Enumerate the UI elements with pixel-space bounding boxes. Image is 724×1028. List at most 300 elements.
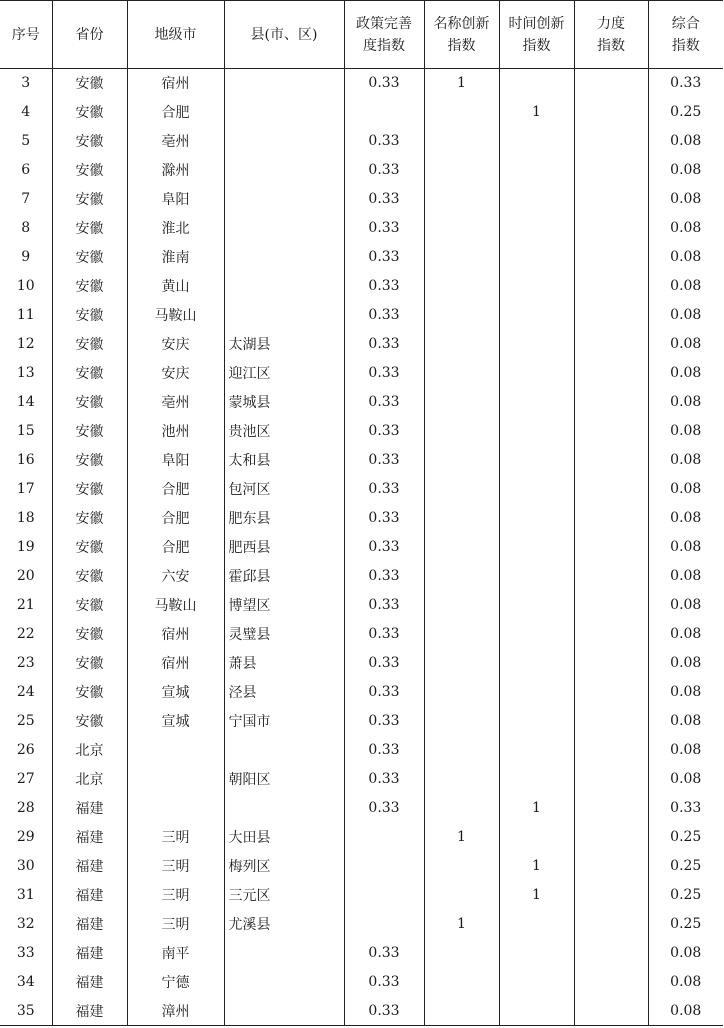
cell-time-innovation-index — [499, 736, 574, 765]
table-row — [0, 533, 723, 562]
cell-time-innovation-index: 1 — [499, 794, 574, 823]
cell-strength-index — [574, 997, 648, 1026]
cell-province: 安徽 — [52, 185, 127, 214]
cell-county: 宁国市 — [224, 707, 344, 736]
cell-strength-index — [574, 533, 648, 562]
cell-strength-index — [574, 69, 648, 98]
table-row — [0, 649, 723, 678]
table-row — [0, 939, 723, 968]
cell-seq: 14 — [16, 394, 35, 410]
cell-city: 三明 — [127, 823, 224, 852]
cell-policy-index: 0.33 — [344, 620, 424, 649]
cell-name-innovation-index — [424, 620, 499, 649]
cell-seq: 32 — [16, 916, 35, 932]
cell-province: 安徽 — [52, 69, 127, 98]
cell-composite-index: 0.08 — [648, 475, 723, 504]
cell-policy-index: 0.33 — [344, 243, 424, 272]
cell-county — [224, 794, 344, 823]
cell-composite-index: 0.08 — [648, 359, 723, 388]
table-row — [0, 591, 723, 620]
cell-composite-index: 0.08 — [648, 272, 723, 301]
cell-strength-index — [574, 765, 648, 794]
cell-county — [224, 243, 344, 272]
cell-policy-index: 0.33 — [344, 330, 424, 359]
cell-time-innovation-index: 1 — [499, 852, 574, 881]
cell-strength-index — [574, 214, 648, 243]
cell-province: 福建 — [52, 823, 127, 852]
cell-province: 安徽 — [52, 214, 127, 243]
cell-city: 漳州 — [127, 997, 224, 1026]
cell-strength-index — [574, 968, 648, 997]
table-row — [0, 881, 723, 910]
cell-name-innovation-index — [424, 707, 499, 736]
cell-county — [224, 968, 344, 997]
cell-city: 淮北 — [127, 214, 224, 243]
cell-time-innovation-index — [499, 214, 574, 243]
cell-city: 合肥 — [127, 98, 224, 127]
cell-county: 贵池区 — [224, 417, 344, 446]
table-row — [0, 736, 723, 765]
table-row — [0, 910, 723, 939]
cell-city: 宿州 — [127, 649, 224, 678]
table-row — [0, 997, 723, 1026]
cell-name-innovation-index — [424, 939, 499, 968]
cell-composite-index: 0.25 — [648, 98, 723, 127]
cell-composite-index: 0.25 — [648, 910, 723, 939]
cell-time-innovation-index — [499, 707, 574, 736]
cell-policy-index: 0.33 — [344, 794, 424, 823]
cell-policy-index: 0.33 — [344, 678, 424, 707]
cell-name-innovation-index — [424, 649, 499, 678]
cell-name-innovation-index — [424, 417, 499, 446]
cell-province: 福建 — [52, 939, 127, 968]
cell-county — [224, 272, 344, 301]
cell-county — [224, 98, 344, 127]
cell-seq: 16 — [16, 452, 35, 468]
cell-name-innovation-index: 1 — [424, 823, 499, 852]
cell-time-innovation-index — [499, 388, 574, 417]
table-row — [0, 243, 723, 272]
cell-county: 太湖县 — [224, 330, 344, 359]
cell-county: 灵璧县 — [224, 620, 344, 649]
cell-composite-index: 0.08 — [648, 301, 723, 330]
cell-policy-index: 0.33 — [344, 475, 424, 504]
cell-province: 安徽 — [52, 359, 127, 388]
cell-composite-index: 0.08 — [648, 417, 723, 446]
cell-county: 霍邱县 — [224, 562, 344, 591]
table-row — [0, 272, 723, 301]
cell-strength-index — [574, 620, 648, 649]
cell-county — [224, 301, 344, 330]
cell-city: 三明 — [127, 852, 224, 881]
cell-city: 黄山 — [127, 272, 224, 301]
table-row — [0, 359, 723, 388]
header-province: 省份 — [52, 1, 127, 69]
cell-name-innovation-index: 1 — [424, 69, 499, 98]
cell-composite-index: 0.08 — [648, 678, 723, 707]
cell-composite-index: 0.25 — [648, 823, 723, 852]
cell-name-innovation-index — [424, 533, 499, 562]
header-county: 县(市、区) — [224, 1, 344, 69]
cell-city: 安庆 — [127, 359, 224, 388]
cell-city: 南平 — [127, 939, 224, 968]
table-row — [0, 707, 723, 736]
cell-composite-index: 0.08 — [648, 330, 723, 359]
cell-name-innovation-index — [424, 591, 499, 620]
cell-policy-index: 0.33 — [344, 591, 424, 620]
cell-province: 安徽 — [52, 504, 127, 533]
cell-composite-index: 0.25 — [648, 852, 723, 881]
cell-policy-index: 0.33 — [344, 533, 424, 562]
cell-time-innovation-index — [499, 533, 574, 562]
cell-seq: 26 — [16, 742, 35, 758]
cell-county: 博望区 — [224, 591, 344, 620]
cell-name-innovation-index — [424, 330, 499, 359]
cell-strength-index — [574, 243, 648, 272]
header-composite-index: 综合 指数 — [648, 1, 723, 69]
cell-time-innovation-index — [499, 678, 574, 707]
cell-time-innovation-index — [499, 504, 574, 533]
cell-policy-index: 0.33 — [344, 301, 424, 330]
cell-name-innovation-index — [424, 388, 499, 417]
cell-province: 安徽 — [52, 678, 127, 707]
cell-policy-index: 0.33 — [344, 214, 424, 243]
cell-composite-index: 0.08 — [648, 156, 723, 185]
cell-province: 安徽 — [52, 475, 127, 504]
cell-seq: 25 — [16, 713, 35, 729]
table-row — [0, 968, 723, 997]
table-row — [0, 794, 723, 823]
cell-time-innovation-index — [499, 765, 574, 794]
cell-county — [224, 997, 344, 1026]
cell-province: 安徽 — [52, 562, 127, 591]
cell-time-innovation-index — [499, 475, 574, 504]
cell-composite-index: 0.08 — [648, 620, 723, 649]
cell-composite-index: 0.08 — [648, 214, 723, 243]
cell-time-innovation-index — [499, 330, 574, 359]
cell-composite-index: 0.08 — [648, 243, 723, 272]
cell-name-innovation-index — [424, 997, 499, 1026]
cell-name-innovation-index — [424, 301, 499, 330]
cell-strength-index — [574, 475, 648, 504]
cell-province: 安徽 — [52, 272, 127, 301]
cell-province: 安徽 — [52, 127, 127, 156]
cell-policy-index: 0.33 — [344, 156, 424, 185]
cell-composite-index: 0.08 — [648, 707, 723, 736]
cell-strength-index — [574, 736, 648, 765]
cell-name-innovation-index — [424, 852, 499, 881]
cell-policy-index: 0.33 — [344, 736, 424, 765]
cell-city: 滁州 — [127, 156, 224, 185]
cell-time-innovation-index — [499, 910, 574, 939]
cell-province: 安徽 — [52, 591, 127, 620]
cell-city — [127, 736, 224, 765]
cell-province: 安徽 — [52, 388, 127, 417]
cell-county — [224, 156, 344, 185]
cell-strength-index — [574, 649, 648, 678]
cell-policy-index: 0.33 — [344, 446, 424, 475]
cell-composite-index: 0.08 — [648, 504, 723, 533]
cell-city: 亳州 — [127, 388, 224, 417]
cell-composite-index: 0.33 — [648, 69, 723, 98]
cell-county: 尤溪县 — [224, 910, 344, 939]
cell-composite-index: 0.08 — [648, 939, 723, 968]
cell-time-innovation-index — [499, 127, 574, 156]
cell-province: 福建 — [52, 997, 127, 1026]
cell-policy-index — [344, 852, 424, 881]
cell-seq: 31 — [16, 887, 35, 903]
cell-time-innovation-index — [499, 562, 574, 591]
cell-seq: 27 — [16, 771, 35, 787]
cell-name-innovation-index — [424, 475, 499, 504]
header-seq: 序号 — [0, 1, 52, 69]
cell-time-innovation-index — [499, 591, 574, 620]
cell-strength-index — [574, 330, 648, 359]
table-row — [0, 678, 723, 707]
table-row — [0, 156, 723, 185]
cell-province: 安徽 — [52, 707, 127, 736]
cell-name-innovation-index — [424, 127, 499, 156]
cell-time-innovation-index — [499, 359, 574, 388]
cell-time-innovation-index — [499, 620, 574, 649]
cell-strength-index — [574, 156, 648, 185]
cell-strength-index — [574, 823, 648, 852]
cell-policy-index: 0.33 — [344, 272, 424, 301]
cell-policy-index: 0.33 — [344, 765, 424, 794]
cell-policy-index: 0.33 — [344, 562, 424, 591]
cell-province: 安徽 — [52, 330, 127, 359]
cell-county: 梅列区 — [224, 852, 344, 881]
cell-seq: 10 — [16, 278, 35, 294]
cell-strength-index — [574, 707, 648, 736]
header-time-innovation-index: 时间创新 指数 — [499, 1, 574, 69]
cell-policy-index — [344, 823, 424, 852]
cell-name-innovation-index — [424, 678, 499, 707]
table-row — [0, 446, 723, 475]
cell-time-innovation-index — [499, 446, 574, 475]
cell-county — [224, 214, 344, 243]
cell-province: 福建 — [52, 910, 127, 939]
cell-time-innovation-index — [499, 301, 574, 330]
cell-seq: 8 — [21, 220, 31, 236]
cell-seq: 23 — [16, 655, 35, 671]
cell-county: 三元区 — [224, 881, 344, 910]
cell-policy-index — [344, 98, 424, 127]
table-row — [0, 475, 723, 504]
cell-seq: 12 — [16, 336, 35, 352]
cell-seq: 29 — [16, 829, 35, 845]
cell-time-innovation-index — [499, 69, 574, 98]
cell-province: 安徽 — [52, 533, 127, 562]
cell-time-innovation-index — [499, 649, 574, 678]
table-row — [0, 214, 723, 243]
cell-seq: 17 — [16, 481, 35, 497]
table-row — [0, 98, 723, 127]
cell-county: 包河区 — [224, 475, 344, 504]
cell-policy-index — [344, 910, 424, 939]
cell-strength-index — [574, 301, 648, 330]
cell-name-innovation-index — [424, 736, 499, 765]
cell-strength-index — [574, 272, 648, 301]
cell-name-innovation-index — [424, 968, 499, 997]
cell-seq: 13 — [16, 365, 35, 381]
cell-seq: 30 — [16, 858, 35, 874]
cell-county: 萧县 — [224, 649, 344, 678]
cell-city: 六安 — [127, 562, 224, 591]
cell-seq: 6 — [21, 162, 31, 178]
cell-time-innovation-index — [499, 156, 574, 185]
cell-city: 宁德 — [127, 968, 224, 997]
cell-county — [224, 69, 344, 98]
cell-strength-index — [574, 185, 648, 214]
table-row — [0, 852, 723, 881]
table-row — [0, 562, 723, 591]
header-policy-index: 政策完善 度指数 — [344, 1, 424, 69]
cell-city: 池州 — [127, 417, 224, 446]
cell-policy-index: 0.33 — [344, 417, 424, 446]
cell-strength-index — [574, 504, 648, 533]
cell-time-innovation-index — [499, 997, 574, 1026]
cell-seq: 5 — [21, 133, 31, 149]
cell-composite-index: 0.08 — [648, 765, 723, 794]
cell-time-innovation-index — [499, 272, 574, 301]
cell-city: 宣城 — [127, 678, 224, 707]
cell-seq: 18 — [16, 510, 35, 526]
cell-policy-index: 0.33 — [344, 185, 424, 214]
cell-province: 安徽 — [52, 417, 127, 446]
cell-seq: 11 — [16, 307, 35, 323]
cell-city: 马鞍山 — [127, 301, 224, 330]
cell-strength-index — [574, 591, 648, 620]
cell-policy-index: 0.33 — [344, 359, 424, 388]
cell-policy-index: 0.33 — [344, 939, 424, 968]
cell-city: 马鞍山 — [127, 591, 224, 620]
cell-strength-index — [574, 359, 648, 388]
cell-seq: 35 — [0, 997, 52, 1026]
cell-province: 福建 — [52, 852, 127, 881]
table-row — [0, 330, 723, 359]
cell-province: 安徽 — [52, 98, 127, 127]
cell-seq: 33 — [16, 945, 35, 961]
cell-composite-index: 0.33 — [648, 794, 723, 823]
cell-composite-index: 0.08 — [648, 649, 723, 678]
cell-province: 安徽 — [52, 620, 127, 649]
cell-city: 安庆 — [127, 330, 224, 359]
cell-name-innovation-index — [424, 243, 499, 272]
cell-strength-index — [574, 881, 648, 910]
cell-city: 宿州 — [127, 620, 224, 649]
table-row — [0, 301, 723, 330]
cell-seq: 7 — [21, 191, 31, 207]
cell-time-innovation-index — [499, 939, 574, 968]
cell-county: 大田县 — [224, 823, 344, 852]
cell-city — [127, 794, 224, 823]
cell-strength-index — [574, 939, 648, 968]
cell-composite-index: 0.08 — [648, 446, 723, 475]
cell-city: 阜阳 — [127, 446, 224, 475]
table-row — [0, 69, 723, 98]
cell-city: 阜阳 — [127, 185, 224, 214]
header-strength-index: 力度 指数 — [574, 1, 648, 69]
cell-province: 福建 — [52, 968, 127, 997]
table-row — [0, 765, 723, 794]
cell-name-innovation-index — [424, 504, 499, 533]
table-row — [0, 417, 723, 446]
cell-seq: 28 — [16, 800, 35, 816]
cell-name-innovation-index — [424, 98, 499, 127]
cell-province: 安徽 — [52, 156, 127, 185]
cell-city — [127, 765, 224, 794]
cell-name-innovation-index: 1 — [424, 910, 499, 939]
cell-strength-index — [574, 446, 648, 475]
cell-composite-index: 0.08 — [648, 388, 723, 417]
table-body — [0, 69, 723, 1026]
cell-county: 肥西县 — [224, 533, 344, 562]
cell-composite-index: 0.08 — [648, 533, 723, 562]
cell-time-innovation-index: 1 — [499, 881, 574, 910]
cell-strength-index — [574, 562, 648, 591]
cell-policy-index: 0.33 — [344, 127, 424, 156]
cell-strength-index — [574, 794, 648, 823]
cell-city: 合肥 — [127, 533, 224, 562]
cell-composite-index: 0.25 — [648, 881, 723, 910]
cell-county — [224, 939, 344, 968]
cell-province: 安徽 — [52, 446, 127, 475]
cell-policy-index: 0.33 — [344, 997, 424, 1026]
cell-time-innovation-index — [499, 185, 574, 214]
table-row — [0, 620, 723, 649]
table-row — [0, 504, 723, 533]
cell-composite-index: 0.08 — [648, 127, 723, 156]
cell-strength-index — [574, 127, 648, 156]
table-row — [0, 388, 723, 417]
table-row — [0, 823, 723, 852]
cell-seq: 19 — [16, 539, 35, 555]
cell-county — [224, 185, 344, 214]
cell-county: 蒙城县 — [224, 388, 344, 417]
cell-composite-index: 0.08 — [648, 997, 723, 1026]
cell-city: 宣城 — [127, 707, 224, 736]
cell-strength-index — [574, 417, 648, 446]
cell-strength-index — [574, 852, 648, 881]
cell-name-innovation-index — [424, 765, 499, 794]
cell-province: 安徽 — [52, 243, 127, 272]
cell-city: 宿州 — [127, 69, 224, 98]
cell-county — [224, 127, 344, 156]
cell-policy-index: 0.33 — [344, 388, 424, 417]
cell-city: 亳州 — [127, 127, 224, 156]
cell-name-innovation-index — [424, 156, 499, 185]
cell-county: 肥东县 — [224, 504, 344, 533]
cell-time-innovation-index — [499, 417, 574, 446]
cell-seq: 15 — [16, 423, 35, 439]
cell-seq: 22 — [16, 626, 35, 642]
cell-county: 太和县 — [224, 446, 344, 475]
cell-seq: 4 — [21, 104, 31, 120]
cell-policy-index: 0.33 — [344, 504, 424, 533]
cell-time-innovation-index — [499, 968, 574, 997]
cell-city: 三明 — [127, 910, 224, 939]
cell-name-innovation-index — [424, 562, 499, 591]
cell-composite-index: 0.08 — [648, 591, 723, 620]
cell-strength-index — [574, 388, 648, 417]
cell-name-innovation-index — [424, 185, 499, 214]
cell-seq: 20 — [16, 568, 35, 584]
cell-strength-index — [574, 910, 648, 939]
cell-seq: 21 — [16, 597, 35, 613]
cell-province: 福建 — [52, 794, 127, 823]
cell-name-innovation-index — [424, 794, 499, 823]
